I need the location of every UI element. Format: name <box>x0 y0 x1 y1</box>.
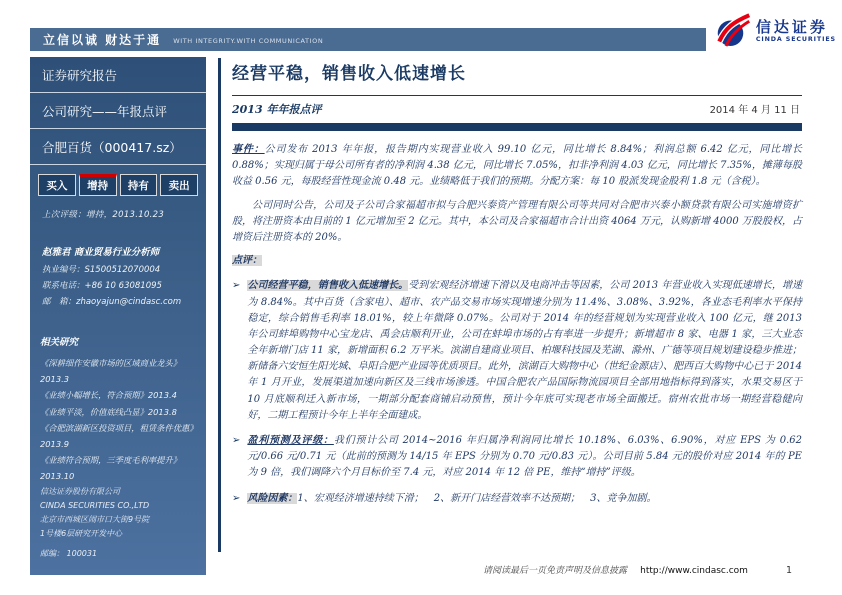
report-sidebar <box>30 57 206 575</box>
cinda-globe-icon <box>714 13 750 49</box>
report-type-label: 证券研究报告 <box>30 57 206 93</box>
slogan-chinese: 立信以诚 财达于通 <box>43 33 162 47</box>
comment-heading <box>232 253 802 269</box>
bullet-arrow-icon: ➢ <box>232 492 241 504</box>
analyst-email[interactable]: 邮 箱：zhaoyajun@cindasc.com <box>42 297 182 308</box>
address-postcode: 邮编： 100031 <box>40 549 98 558</box>
page-footer <box>218 558 802 577</box>
address-line2: 1号楼6层研究开发中心 <box>40 529 123 538</box>
analyst-license: 执业编号：S1500512070004 <box>42 265 161 276</box>
event-label: 事件： <box>232 144 265 155</box>
address-line1: 北京市西城区闹市口大街9号院 <box>40 515 150 524</box>
research-type-label: 公司研究——年报点评 <box>30 93 206 129</box>
logo-english: CINDA SECURITIES <box>755 35 836 43</box>
cinda-logo <box>714 13 836 49</box>
rating-buy-button[interactable]: 买入 <box>38 174 76 196</box>
analyst-info <box>30 244 206 310</box>
bullet-risks <box>232 491 802 507</box>
bullet-forecast-text: 我们预计公司 2014~2016 年归属净利润同比增长 10.18%、6.03%、6.90%，对应 EPS 为 0.62 元/0.66 元/0.71 元（此前的预测为 14/15 年 EPS 分别为 0.70 元/0.83 元）。公司目前 5.84 元的股价对应 2014 年的 PE 为 9 倍，我们调降六个月目标价至 7.4 元，对应 2014 年 12 倍 PE，维持“增持”评级。 <box>247 435 802 479</box>
analyst-name: 赵雅君 商业贸易行业分析师 <box>42 247 160 258</box>
slogan-english: WITH INTEGRITY.WITH COMMUNICATION <box>173 36 324 45</box>
address-company-cn: 信达证券股份有限公司 <box>40 487 120 496</box>
slogan-banner <box>30 28 706 51</box>
bullet-arrow-icon: ➢ <box>232 435 241 446</box>
analyst-phone: 联系电话：+86 10 63081095 <box>42 281 162 292</box>
bullet-operations <box>232 278 802 424</box>
related-research-item: 《业绩符合预期，三季度毛利率提升》2013.10 <box>40 455 182 482</box>
report-content <box>218 58 802 552</box>
bullet-forecast-lead: 盈利预测及评级： <box>247 435 334 446</box>
cinda-logo-text <box>756 19 836 43</box>
comment-label: 点评： <box>232 255 262 267</box>
bullet-operations-text: 受到宏观经济增速下滑以及电商冲击等因素，公司 2013 年营业收入实现低速增长，增速为 8.84%。其中百货（含家电）、超市、农产品交易市场实现增速分别为 11.4%、3.08%、3.92%，各业态毛利率水平保持稳定，综合销售毛利率 18.01%，较上年微降 0.07%。公司对于 2014 年的经营规划为实现营业收入 100 亿元，继 2013 年公司蚌埠购物中心宝龙店、禹会店顺利开业，公司在蚌埠市场的占有率进一步提升；新增超市 8 家、电器 1 家，三大业态全年新增门店 11 家，新增面积 6.2 万平米。滨湖自建商业项目、柏堰科技园及芜湖、滁州、广德等项目规划建设稳步推进；新储备六安恒生阳光城、阜阳合肥产业园等优质项目。此外，滨湖百大购物中心（世纪金源店）、肥西百大购物中心已于 2014 年 1 月开业，发展渠道加速向新区及三线市场渗透。中国合肥农产品国际物流园项目全部用地指标得到落实，水果交易区于 10 月底顺利迁入新市场，一期部分配套商铺启动预售，预计今年底可实现老市场全面搬迁。宿州农批市场一期经营稳健向好，二期工程预计今年上半年全面建成。 <box>247 280 803 421</box>
rating-sell-button[interactable]: 卖出 <box>160 174 198 196</box>
related-research-item: 《业绩平淡，价值底线凸显》2013.8 <box>40 406 177 417</box>
rating-hold-button[interactable]: 持有 <box>120 174 158 196</box>
logo-chinese: 信达证券 <box>755 18 828 37</box>
bullet-risks-text: 1、宏观经济增速持续下滑； 2、新开门店经营效率不达预期； 3、竞争加剧。 <box>297 492 657 504</box>
bullet-forecast <box>232 433 802 482</box>
subtitle-row <box>232 101 802 117</box>
related-research-item: 《业绩小幅增长，符合预期》2013.4 <box>40 390 177 401</box>
footer-disclaimer-group <box>483 558 748 577</box>
bullet-operations-lead: 公司经营平稳，销售收入低速增长。 <box>247 280 409 292</box>
footer-url-link[interactable]: http://www.cindasc.com <box>640 566 748 576</box>
page-number: 1 <box>785 565 792 576</box>
header-bar <box>232 123 802 131</box>
footer-disclaimer: 请阅读最后一页免责声明及信息披露 <box>483 566 628 576</box>
company-address <box>30 485 206 575</box>
event-text: 公司发布 2013 年年报，报告期内实现营业收入 99.10 亿元，同比增长 8.84%；利润总额 6.42 亿元，同比增长 0.88%；实现归属于母公司所有者的净利润 4.38 亿元，同比增长 7.05%，扣非净利润 4.03 亿元，同比增长 7.35%，摊薄每股收益 0.56 元，每股经营性现金流 0.48 元。业绩略低于我们的预期。分配方案：每 10 股派发现金股利 1.8 元（含税）。 <box>232 144 802 188</box>
rating-overweight-button[interactable]: 增持 <box>79 174 117 196</box>
company-name-label: 合肥百货（000417.sz） <box>30 129 206 165</box>
report-subtitle: 2013 年年报点评 <box>232 103 322 116</box>
announcement-paragraph: 公司同时公告，公司及子公司合家福超市拟与合肥兴泰资产管理有限公司等共同对合肥市兴泰小额贷款有限公司实施增资扩股，将注册资本由目前的 1 亿元增加至 2 亿元。其中，本公司及合家福超市合计出资 4064 万元，认购新增 4000 万股股权，占增资后注册资本的 20%。 <box>232 199 802 243</box>
related-research-item: 《深耕细作安徽市场的区域商业龙头》2013.3 <box>40 357 182 385</box>
address-company-en: CINDA SECURITIES CO.,LTD <box>40 501 150 510</box>
event-paragraph <box>232 142 802 191</box>
report-date: 2014 年 4 月 11 日 <box>709 105 800 116</box>
rating-buttons <box>38 174 198 196</box>
bullet-arrow-icon: ➢ <box>232 280 241 292</box>
related-research <box>30 334 206 484</box>
related-research-item: 《合肥滨湖新区投资项目，租赁条件优惠》2013.9 <box>40 422 194 449</box>
bullet-risks-lead: 风险因素： <box>247 492 298 504</box>
previous-rating: 上次评级：增持，2013.10.23 <box>42 210 165 220</box>
related-research-title: 相关研究 <box>40 337 79 349</box>
title-divider <box>232 95 802 96</box>
report-title: 经营平稳，销售收入低速增长 <box>232 64 466 84</box>
